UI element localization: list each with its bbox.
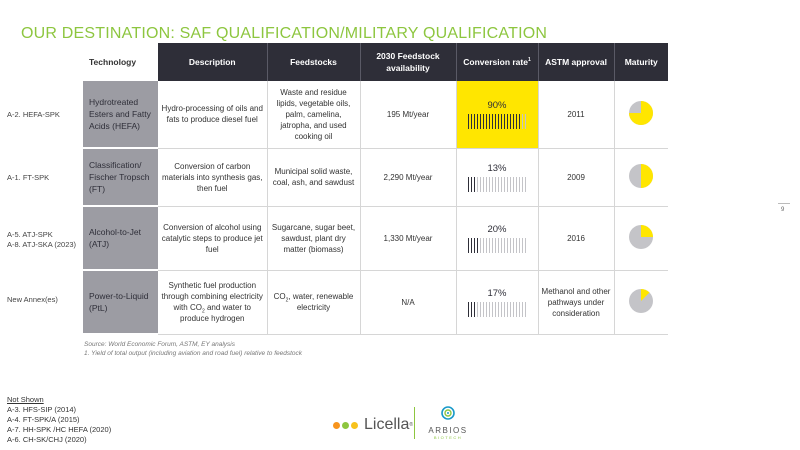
- licella-logo: [333, 416, 413, 434]
- arbios-emblem-icon: [439, 405, 457, 421]
- page-number-divider: [778, 203, 790, 204]
- conversion-bar-segment: [513, 177, 515, 192]
- conversion-bar-segment: [498, 114, 500, 129]
- description-text-1: Synthetic fuel production through combining electricity with CO: [161, 281, 263, 312]
- conversion-bar-segment: [498, 177, 500, 192]
- conversion-bar-segment: [495, 302, 497, 317]
- maturity-cell: [614, 206, 668, 270]
- maturity-cell: [614, 148, 668, 206]
- feedstocks-text-2: , water, renewable electricity: [288, 292, 354, 312]
- row-label-hefa: A-2. HEFA-SPK: [7, 110, 60, 119]
- list-item: A-7. HH-SPK /HC HEFA (2020): [7, 425, 112, 434]
- header-astm: ASTM approval: [538, 43, 614, 81]
- table-header-row: [83, 43, 668, 81]
- row-label-ft: A-1. FT-SPK: [7, 173, 50, 182]
- conversion-bar-segment: [477, 177, 479, 192]
- row-label-ptl: New Annex(es): [7, 295, 58, 304]
- row-label-atj-line2: A-8. ATJ-SKA (2023): [7, 240, 77, 249]
- list-item: A-3. HFS-SIP (2014): [7, 405, 77, 414]
- conversion-bar-segment: [495, 177, 497, 192]
- conversion-bar-segment: [510, 238, 512, 253]
- availability-cell: N/A: [360, 270, 456, 334]
- conversion-bar-segment: [504, 302, 506, 317]
- conversion-bar-segment: [510, 302, 512, 317]
- conversion-bar-segment: [504, 238, 506, 253]
- conversion-bar-segment: [480, 114, 482, 129]
- header-conversion-label: Conversion rate: [463, 57, 528, 67]
- conversion-cell: [456, 206, 538, 270]
- conversion-bar-segment: [507, 114, 509, 129]
- conversion-bar-segment: [468, 302, 470, 317]
- conversion-cell: [456, 270, 538, 334]
- availability-cell: 1,330 Mt/year: [360, 206, 456, 270]
- conversion-bar-segment: [477, 238, 479, 253]
- technology-cell: Hydrotreated Esters and Fatty Acids (HEFA): [83, 81, 158, 148]
- description-cell: Hydro-processing of oils and fats to produce diesel fuel: [158, 81, 267, 148]
- conversion-bar-segment: [519, 177, 521, 192]
- conversion-bar-gauge: [468, 114, 526, 129]
- conversion-bar-segment: [507, 302, 509, 317]
- page-number: 9: [781, 207, 785, 213]
- conversion-bar-segment: [471, 177, 473, 192]
- conversion-bar-segment: [513, 114, 515, 129]
- availability-cell: 2,290 Mt/year: [360, 148, 456, 206]
- header-technology: Technology: [83, 43, 158, 81]
- conversion-bar-segment: [522, 238, 524, 253]
- licella-dot-icon: [342, 422, 349, 429]
- conversion-bar-segment: [474, 238, 476, 253]
- conversion-percent: 13%: [487, 162, 507, 174]
- conversion-bar-segment: [471, 114, 473, 129]
- conversion-bar-segment: [501, 177, 503, 192]
- conversion-bar-segment: [486, 238, 488, 253]
- header-feedstocks: Feedstocks: [267, 43, 360, 81]
- maturity-pie-icon: [628, 163, 654, 189]
- conversion-bar-segment: [483, 238, 485, 253]
- conversion-bar-segment: [483, 114, 485, 129]
- row-label-atj: [7, 230, 76, 250]
- conversion-bar-segment: [489, 177, 491, 192]
- description-cell: [158, 270, 267, 334]
- conversion-bar-segment: [501, 238, 503, 253]
- licella-trademark: ®: [409, 422, 414, 428]
- feedstocks-text-1: CO: [273, 292, 286, 301]
- conversion-bar-segment: [501, 114, 503, 129]
- conversion-bar-gauge: [468, 238, 526, 253]
- conversion-bar-gauge: [468, 177, 526, 192]
- arbios-wordmark: ARBIOS: [428, 426, 468, 435]
- maturity-pie-slice: [641, 225, 653, 237]
- table-row: [83, 206, 668, 270]
- conversion-bar-segment: [477, 302, 479, 317]
- conversion-bar-segment: [504, 114, 506, 129]
- conversion-bar-segment: [468, 238, 470, 253]
- conversion-bar-segment: [525, 114, 527, 129]
- conversion-bar-segment: [519, 114, 521, 129]
- conversion-bar-segment: [513, 302, 515, 317]
- conversion-bar-segment: [519, 302, 521, 317]
- maturity-cell: [614, 81, 668, 148]
- maturity-pie-slice: [641, 164, 653, 188]
- conversion-percent: 90%: [487, 99, 507, 111]
- conversion-percent: 20%: [487, 223, 507, 235]
- feedstocks-cell: Waste and residue lipids, vegetable oils, palm, camelina, jatropha, and used cooking oil: [267, 81, 360, 148]
- conversion-bar-segment: [516, 302, 518, 317]
- conversion-bar-segment: [525, 238, 527, 253]
- conversion-bar-segment: [513, 238, 515, 253]
- conversion-bar-segment: [474, 114, 476, 129]
- list-item: A-4. FT-SPK/A (2015): [7, 415, 80, 424]
- table-row: [83, 270, 668, 334]
- feedstocks-subscript: 2: [285, 297, 289, 304]
- maturity-cell: [614, 270, 668, 334]
- conversion-bar-segment: [474, 302, 476, 317]
- conversion-bar-segment: [474, 177, 476, 192]
- page-title: OUR DESTINATION: SAF QUALIFICATION/MILITARY QUALIFICATION: [21, 25, 548, 42]
- conversion-bar-segment: [498, 302, 500, 317]
- conversion-bar-segment: [522, 302, 524, 317]
- conversion-bar-segment: [516, 177, 518, 192]
- astm-cell: 2011: [538, 81, 614, 148]
- conversion-bar-segment: [507, 238, 509, 253]
- header-conversion: [456, 43, 538, 81]
- astm-cell: Methanol and other pathways under consideration: [538, 270, 614, 334]
- availability-cell: 195 Mt/year: [360, 81, 456, 148]
- conversion-bar-segment: [489, 238, 491, 253]
- conversion-bar-segment: [486, 177, 488, 192]
- header-conversion-footnote-mark: 1: [527, 57, 531, 64]
- conversion-percent: 17%: [487, 287, 507, 299]
- conversion-bar-segment: [468, 114, 470, 129]
- conversion-bar-segment: [477, 114, 479, 129]
- footnote-line: 1. Yield of total output (including aviation and road fuel) relative to feedstock: [84, 350, 303, 357]
- maturity-pie-icon: [628, 100, 654, 126]
- licella-wordmark: Licella: [364, 416, 410, 433]
- header-description: Description: [158, 43, 267, 81]
- header-maturity: Maturity: [614, 43, 668, 81]
- conversion-bar-segment: [492, 302, 494, 317]
- conversion-bar-segment: [516, 238, 518, 253]
- description-subscript: 2: [201, 308, 205, 315]
- conversion-bar-segment: [480, 302, 482, 317]
- conversion-bar-segment: [486, 114, 488, 129]
- conversion-bar-segment: [507, 177, 509, 192]
- technology-cell: Alcohol-to-Jet (ATJ): [83, 206, 158, 270]
- logo-divider: [414, 407, 415, 439]
- saf-technology-table: [83, 43, 668, 335]
- arbios-subtitle: BIOTECH: [433, 435, 463, 440]
- description-cell: Conversion of alcohol using catalytic steps to produce jet fuel: [158, 206, 267, 270]
- source-notes: [84, 340, 302, 358]
- maturity-pie-icon: [628, 288, 654, 314]
- feedstocks-cell: Municipal solid waste, coal, ash, and sawdust: [267, 148, 360, 206]
- conversion-bar-segment: [489, 302, 491, 317]
- conversion-bar-segment: [483, 177, 485, 192]
- conversion-bar-segment: [492, 238, 494, 253]
- conversion-bar-segment: [525, 302, 527, 317]
- conversion-cell: [456, 81, 538, 148]
- feedstocks-cell: Sugarcane, sugar beet, sawdust, plant dry matter (biomass): [267, 206, 360, 270]
- conversion-bar-segment: [510, 114, 512, 129]
- conversion-bar-segment: [492, 177, 494, 192]
- conversion-bar-segment: [486, 302, 488, 317]
- not-shown-list: [7, 395, 111, 445]
- description-cell: Conversion of carbon materials into synthesis gas, then fuel: [158, 148, 267, 206]
- source-line: Source: World Economic Forum, ASTM, EY analysis: [84, 341, 235, 348]
- conversion-bar-gauge: [468, 302, 526, 317]
- table-row: [83, 81, 668, 148]
- conversion-bar-segment: [471, 302, 473, 317]
- header-availability: 2030 Feedstock availability: [360, 43, 456, 81]
- list-item: A-6. CH-SK/CHJ (2020): [7, 435, 87, 444]
- technology-cell: Classification/ Fischer Tropsch (FT): [83, 148, 158, 206]
- arbios-logo: [425, 405, 471, 440]
- conversion-bar-segment: [495, 114, 497, 129]
- not-shown-heading: Not Shown: [7, 395, 44, 404]
- astm-cell: 2016: [538, 206, 614, 270]
- conversion-bar-segment: [492, 114, 494, 129]
- conversion-bar-segment: [468, 177, 470, 192]
- conversion-bar-segment: [471, 238, 473, 253]
- maturity-pie-icon: [628, 224, 654, 250]
- conversion-bar-segment: [525, 177, 527, 192]
- conversion-bar-segment: [489, 114, 491, 129]
- row-label-atj-line1: A-5. ATJ-SPK: [7, 230, 53, 239]
- feedstocks-cell: [267, 270, 360, 334]
- conversion-bar-segment: [501, 302, 503, 317]
- conversion-bar-segment: [483, 302, 485, 317]
- licella-dot-icon: [351, 422, 358, 429]
- conversion-bar-segment: [516, 114, 518, 129]
- conversion-bar-segment: [498, 238, 500, 253]
- conversion-bar-segment: [495, 238, 497, 253]
- conversion-bar-segment: [519, 238, 521, 253]
- conversion-cell: [456, 148, 538, 206]
- table-row: [83, 148, 668, 206]
- astm-cell: 2009: [538, 148, 614, 206]
- conversion-bar-segment: [504, 177, 506, 192]
- conversion-bar-segment: [480, 177, 482, 192]
- technology-cell: Power-to-Liquid (PtL): [83, 270, 158, 334]
- description-text-2: and water to produce hydrogen: [180, 303, 251, 323]
- conversion-bar-segment: [510, 177, 512, 192]
- licella-dot-icon: [333, 422, 340, 429]
- conversion-bar-segment: [522, 177, 524, 192]
- conversion-bar-segment: [480, 238, 482, 253]
- conversion-bar-segment: [522, 114, 524, 129]
